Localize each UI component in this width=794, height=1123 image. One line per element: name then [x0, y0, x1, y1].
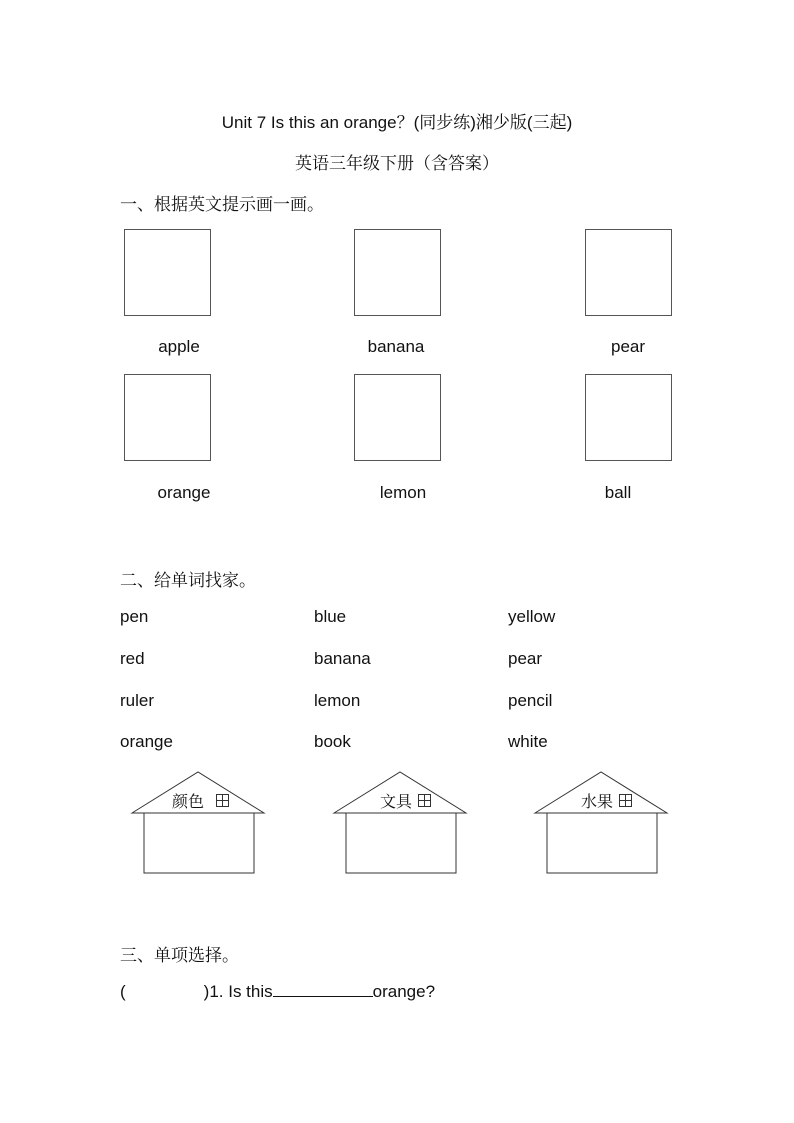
question-text: )1. Is this	[203, 982, 273, 1001]
word-item: pen	[120, 607, 149, 626]
house-label: 水果	[580, 792, 613, 811]
house-outline	[332, 770, 472, 878]
word-item: lemon	[314, 691, 361, 710]
word-item: pear	[508, 649, 543, 668]
word-label: lemon	[379, 483, 427, 502]
page-title: Unit 7 Is this an orange？(同步练)湘少版(三起)	[221, 113, 573, 132]
house-label: 文具	[379, 792, 412, 811]
house-fruit[interactable]	[533, 770, 673, 878]
word-label: pear	[610, 337, 646, 356]
word-label: ball	[604, 483, 632, 502]
word-item: yellow	[508, 607, 556, 626]
house-colors[interactable]	[130, 770, 270, 878]
window-grid-icon	[619, 794, 632, 807]
house-outline	[130, 770, 270, 878]
page-subtitle: 英语三年级下册（含答案）	[295, 154, 499, 173]
section2-heading: 二、给单词找家。	[120, 571, 256, 590]
drawing-box-pear[interactable]	[585, 229, 672, 316]
drawing-box-lemon[interactable]	[354, 374, 441, 461]
fill-blank[interactable]	[273, 982, 373, 997]
drawing-box-ball[interactable]	[585, 374, 672, 461]
word-item: banana	[314, 649, 371, 668]
word-label: apple	[158, 337, 200, 356]
section3-heading: 三、单项选择。	[120, 946, 239, 965]
question-1	[120, 982, 435, 1002]
word-item: book	[314, 732, 351, 751]
window-grid-icon	[216, 794, 229, 807]
drawing-box-banana[interactable]	[354, 229, 441, 316]
house-stationery[interactable]	[332, 770, 472, 878]
word-item: orange	[120, 732, 173, 751]
word-item: ruler	[120, 691, 155, 710]
word-label: banana	[367, 337, 425, 356]
answer-paren-open: (	[120, 982, 126, 1001]
house-label: 颜色	[171, 792, 204, 811]
question-text-end: orange?	[372, 982, 436, 1001]
window-grid-icon	[418, 794, 431, 807]
word-label: orange	[157, 483, 211, 502]
drawing-box-apple[interactable]	[124, 229, 211, 316]
word-item: blue	[314, 607, 347, 626]
house-outline	[533, 770, 673, 878]
word-item: white	[508, 732, 548, 751]
word-item: red	[120, 649, 145, 668]
drawing-box-orange[interactable]	[124, 374, 211, 461]
word-item: pencil	[508, 691, 553, 710]
section1-heading: 一、根据英文提示画一画。	[120, 195, 324, 214]
